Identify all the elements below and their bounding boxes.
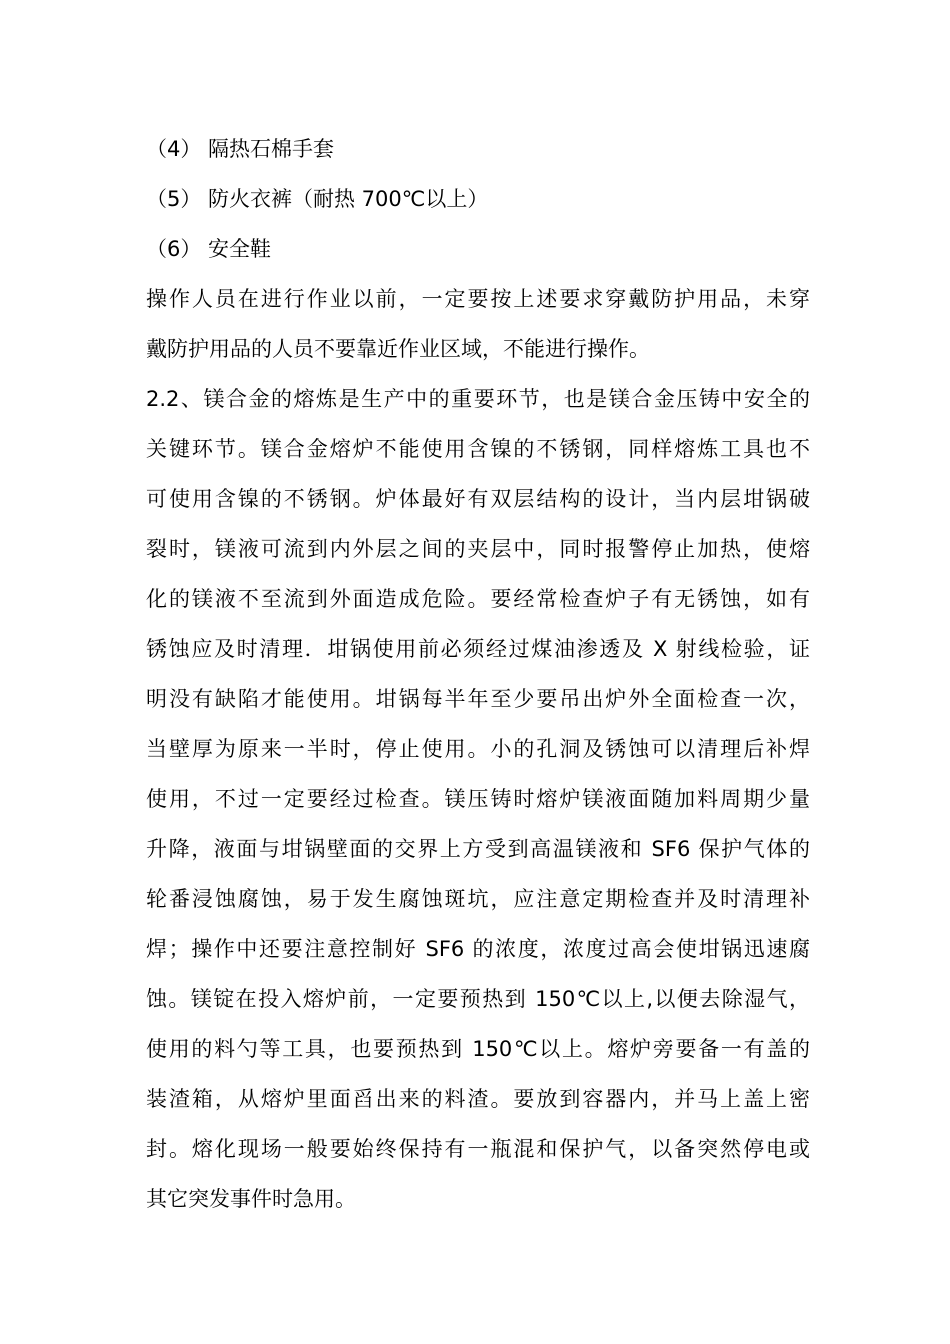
text-line: 其它突发事件时急用。 [146,1187,356,1211]
list-text: 防火衣裤（耐热 700℃以上） [208,187,489,211]
paragraph-magnesium-smelting [146,384,810,1234]
text-line: 裂时，镁液可流到内外层之间的夹层中，同时报警停止加热，使熔 [146,537,810,561]
list-item-4 [146,134,334,164]
text-line: 封。熔化现场一般要始终保持有一瓶混和保护气，以备突然停电或 [146,1137,810,1161]
list-text: 隔热石棉手套 [208,137,334,161]
text-line: 关键环节。镁合金熔炉不能使用含镍的不锈钢，同样熔炼工具也不 [146,437,810,461]
text-line: 轮番浸蚀腐蚀，易于发生腐蚀斑坑，应注意定期检查并及时清理补 [146,887,810,911]
list-number: （5） [146,187,202,211]
paragraph-ppe-requirement [146,284,810,384]
text-line: 操作人员在进行作业以前，一定要按上述要求穿戴防护用品，未穿 [146,287,810,311]
text-line: 戴防护用品的人员不要靠近作业区域，不能进行操作。 [146,337,650,361]
text-line: 化的镁液不至流到外面造成危险。要经常检查炉子有无锈蚀，如有 [146,587,810,611]
text-line: 使用的料勺等工具，也要预热到 150℃以上。熔炉旁要备一有盖的 [146,1037,810,1061]
text-line: 焊；操作中还要注意控制好 SF6 的浓度，浓度过高会使坩锅迅速腐 [146,937,810,961]
text-line: 可使用含镍的不锈钢。炉体最好有双层结构的设计，当内层坩锅破 [146,487,810,511]
list-item-6 [146,234,271,264]
list-number: （6） [146,237,202,261]
text-line: 当壁厚为原来一半时，停止使用。小的孔洞及锈蚀可以清理后补焊 [146,737,810,761]
text-line: 使用，不过一定要经过检查。镁压铸时熔炉镁液面随加料周期少量 [146,787,810,811]
text-line: 装渣箱，从熔炉里面舀出来的料渣。要放到容器内，并马上盖上密 [146,1087,810,1111]
list-item-5 [146,184,488,214]
text-line: 蚀。镁锭在投入熔炉前，一定要预热到 150℃以上,以便去除湿气， [146,987,810,1011]
text-line: 2.2、镁合金的熔炼是生产中的重要环节，也是镁合金压铸中安全的 [146,387,810,411]
text-line: 锈蚀应及时清理．坩锅使用前必须经过煤油渗透及 X 射线检验，证 [146,637,810,661]
text-line: 升降，液面与坩锅壁面的交界上方受到高温镁液和 SF6 保护气体的 [146,837,810,861]
list-number: （4） [146,137,202,161]
list-text: 安全鞋 [208,237,271,261]
text-line: 明没有缺陷才能使用。坩锅每半年至少要吊出炉外全面检查一次， [146,687,810,711]
